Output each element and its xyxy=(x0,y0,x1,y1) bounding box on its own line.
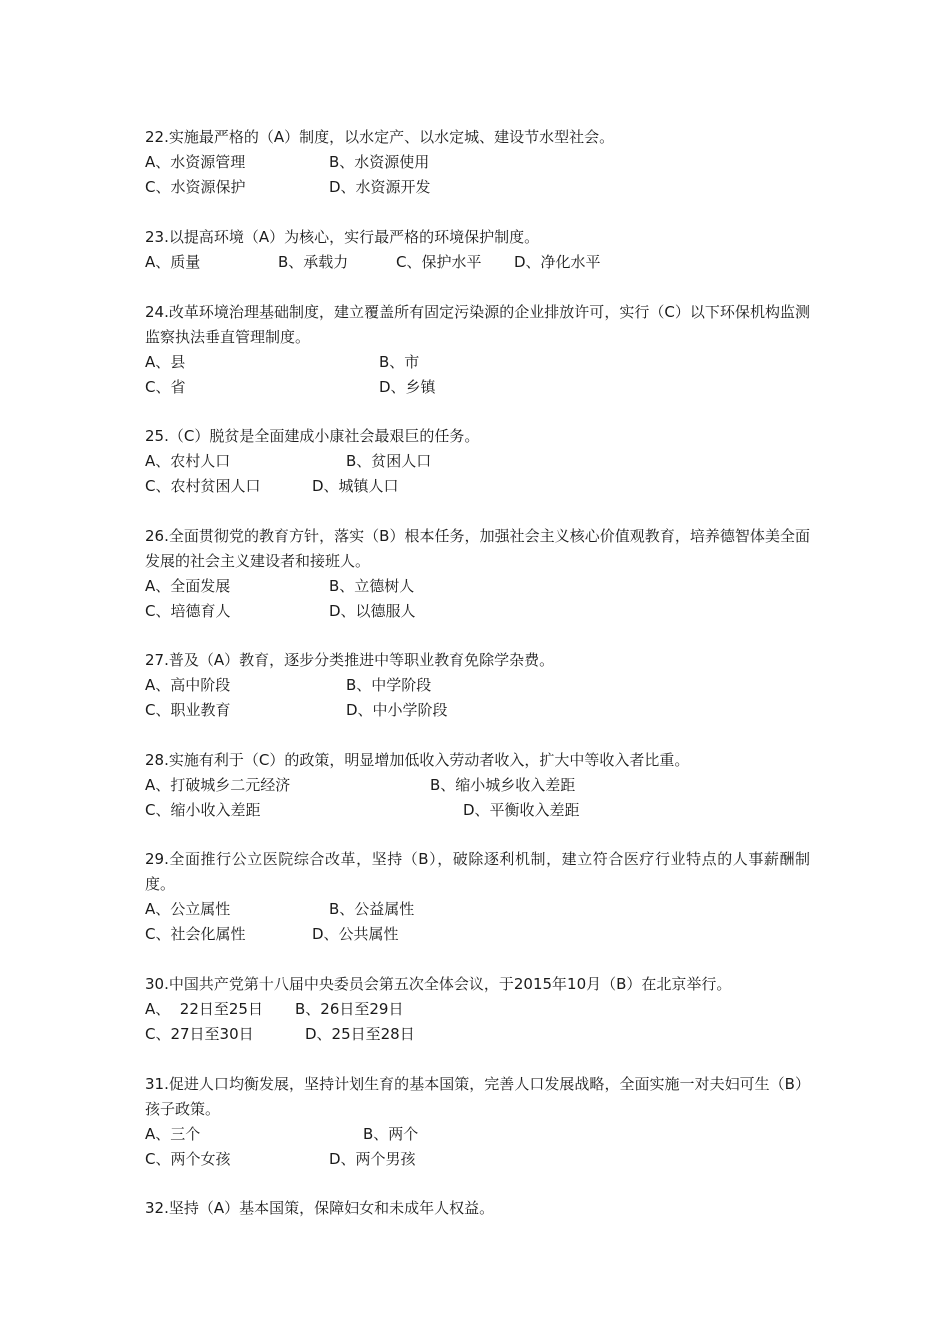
option-row xyxy=(145,922,810,947)
question-stem: 23.以提高环境（A）为核心，实行最严格的环境保护制度。 xyxy=(145,228,540,246)
option-d: D、以德服人 xyxy=(329,602,416,620)
option-b: B、承载力 xyxy=(278,253,349,271)
option-d: D、水资源开发 xyxy=(329,178,431,196)
question-stem: 31.促进人口均衡发展，坚持计划生育的基本国策，完善人口发展战略，全面实施一对夫妇可生（B）孩子政策。 xyxy=(145,1075,810,1118)
question-stem: 29.全面推行公立医院综合改革，坚持（B），破除逐利机制，建立符合医疗行业特点的人事薪酬制度。 xyxy=(145,850,810,893)
option-row xyxy=(145,1122,810,1147)
option-b: B、26日至29日 xyxy=(295,1000,404,1018)
option-b: B、立德树人 xyxy=(329,577,415,595)
option-row xyxy=(145,175,810,200)
option-row xyxy=(145,474,810,499)
option-a: A、打破城乡二元经济 xyxy=(145,776,291,794)
option-c: C、农村贫困人口 xyxy=(145,477,261,495)
option-d: D、平衡收入差距 xyxy=(463,801,580,819)
option-c: C、27日至30日 xyxy=(145,1025,254,1043)
option-row xyxy=(145,997,810,1022)
option-d: D、中小学阶段 xyxy=(346,701,448,719)
question-stem: 28.实施有利于（C）的政策，明显增加低收入劳动者收入，扩大中等收入者比重。 xyxy=(145,751,690,769)
option-d: D、两个男孩 xyxy=(329,1150,416,1168)
option-c: C、职业教育 xyxy=(145,701,231,719)
question-29 xyxy=(145,847,810,947)
option-a: A、县 xyxy=(145,353,186,371)
option-a: A、三个 xyxy=(145,1125,201,1143)
question-stem: 27.普及（A）教育，逐步分类推进中等职业教育免除学杂费。 xyxy=(145,651,555,669)
option-row xyxy=(145,698,810,723)
option-row xyxy=(145,250,810,275)
option-c: C、社会化属性 xyxy=(145,925,246,943)
option-a: A、 22日至25日 xyxy=(145,1000,263,1018)
option-row xyxy=(145,574,810,599)
option-c: C、两个女孩 xyxy=(145,1150,231,1168)
question-27 xyxy=(145,648,810,723)
option-row xyxy=(145,449,810,474)
option-b: B、缩小城乡收入差距 xyxy=(430,776,576,794)
option-c: C、水资源保护 xyxy=(145,178,246,196)
option-b: B、公益属性 xyxy=(329,900,415,918)
option-b: B、中学阶段 xyxy=(346,676,432,694)
option-row xyxy=(145,350,810,375)
option-row xyxy=(145,1147,810,1172)
option-b: B、水资源使用 xyxy=(329,153,430,171)
question-stem: 24.改革环境治理基础制度，建立覆盖所有固定污染源的企业排放许可，实行（C）以下环保机构监测监察执法垂直管理制度。 xyxy=(145,303,810,346)
question-22 xyxy=(145,125,810,200)
option-c: C、省 xyxy=(145,378,186,396)
question-stem: 26.全面贯彻党的教育方针，落实（B）根本任务，加强社会主义核心价值观教育，培养德智体美全面发展的社会主义建设者和接班人。 xyxy=(145,527,810,570)
question-28 xyxy=(145,748,810,823)
option-c: C、保护水平 xyxy=(396,253,482,271)
option-a: A、水资源管理 xyxy=(145,153,246,171)
question-23 xyxy=(145,225,810,275)
question-32 xyxy=(145,1196,810,1221)
question-26 xyxy=(145,524,810,624)
option-b: B、贫困人口 xyxy=(346,452,432,470)
option-a: A、高中阶段 xyxy=(145,676,231,694)
option-row xyxy=(145,1022,810,1047)
question-stem: 25.（C）脱贫是全面建成小康社会最艰巨的任务。 xyxy=(145,427,480,445)
question-24 xyxy=(145,300,810,400)
option-row xyxy=(145,375,810,400)
option-d: D、乡镇 xyxy=(379,378,436,396)
option-d: D、公共属性 xyxy=(312,925,399,943)
option-row xyxy=(145,673,810,698)
option-d: D、25日至28日 xyxy=(305,1025,415,1043)
option-c: C、培德育人 xyxy=(145,602,231,620)
option-row xyxy=(145,599,810,624)
option-d: D、净化水平 xyxy=(514,253,601,271)
question-stem: 30.中国共产党第十八届中央委员会第五次全体会议，于2015年10月（B）在北京举行。 xyxy=(145,975,732,993)
option-d: D、城镇人口 xyxy=(312,477,399,495)
option-a: A、公立属性 xyxy=(145,900,231,918)
option-b: B、两个 xyxy=(363,1125,419,1143)
option-a: A、全面发展 xyxy=(145,577,231,595)
option-a: A、农村人口 xyxy=(145,452,231,470)
question-30 xyxy=(145,972,810,1047)
question-25 xyxy=(145,424,810,499)
question-stem: 32.坚持（A）基本国策，保障妇女和未成年人权益。 xyxy=(145,1199,495,1217)
question-31 xyxy=(145,1072,810,1172)
option-a: A、质量 xyxy=(145,253,201,271)
option-row xyxy=(145,798,810,823)
question-stem: 22.实施最严格的（A）制度，以水定产、以水定城、建设节水型社会。 xyxy=(145,128,615,146)
option-row xyxy=(145,773,810,798)
option-row xyxy=(145,150,810,175)
option-row xyxy=(145,897,810,922)
option-b: B、市 xyxy=(379,353,420,371)
option-c: C、缩小收入差距 xyxy=(145,801,261,819)
